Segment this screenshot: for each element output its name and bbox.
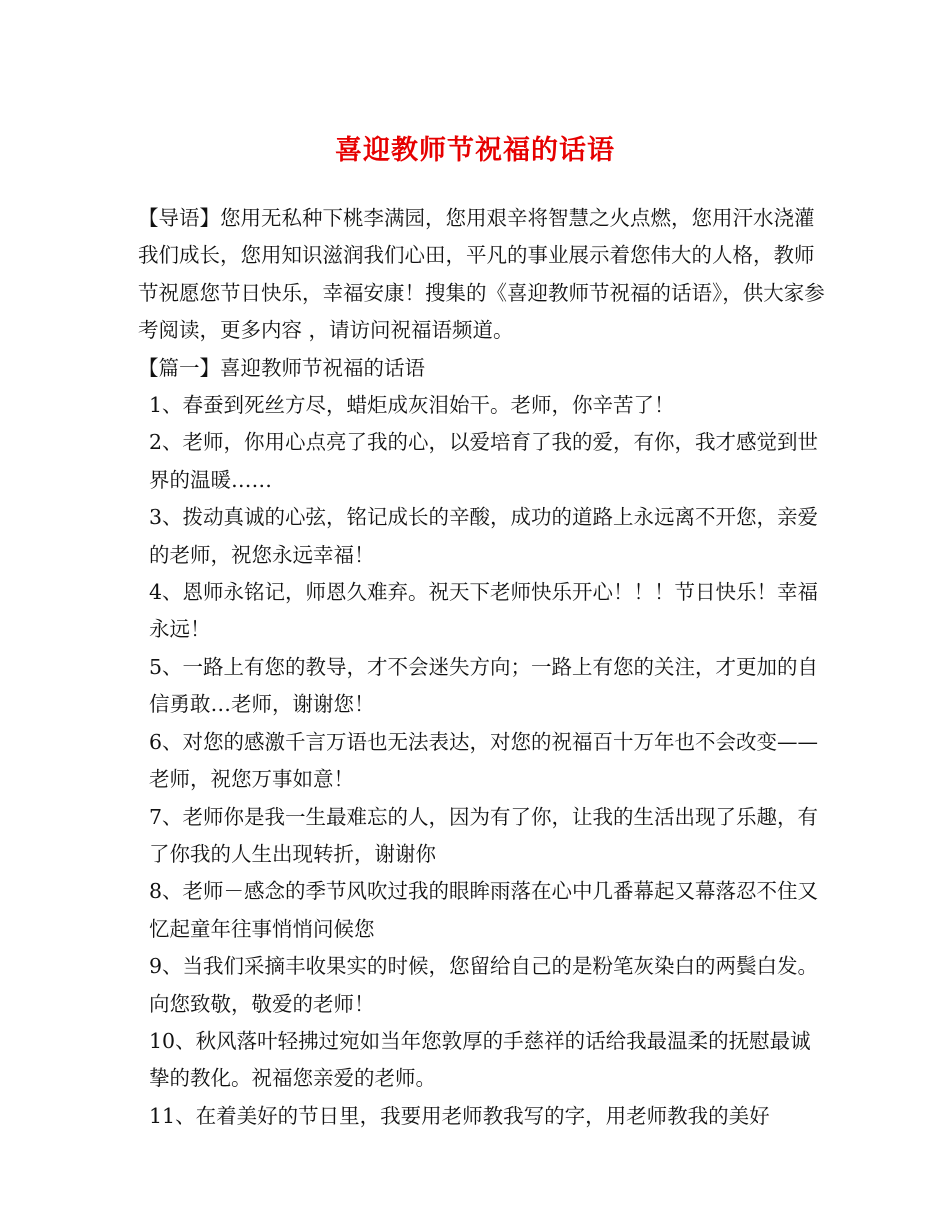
- section-heading: 【篇一】喜迎教师节祝福的话语: [138, 355, 425, 380]
- page-title: 喜迎教师节祝福的话语: [335, 135, 615, 166]
- intro-paragraph: 【导语】您用无私种下桃李满园，您用艰辛将智慧之火点燃，您用汗水浇灌我们成长，您用知识滋润我们心田，平凡的事业展示着您伟大的人格，教师节祝愿您节日快乐，幸福安康！搜集的《喜迎教师节祝福的话语》，供大家参考阅读，更多内容 ，请访问祝福语频道。: [138, 206, 825, 343]
- list-item: 4、恩师永铭记，师恩久难弃。祝天下老师快乐开心！！！节日快乐！幸福永远！: [149, 580, 819, 642]
- list-item: 2、老师，你用心点亮了我的心，以爱培育了我的爱，有你，我才感觉到世界的温暖……: [149, 430, 819, 492]
- list-item: 8、老师－感念的季节风吹过我的眼眸雨落在心中几番幕起又幕落忍不住又忆起童年往事悄悄问候您: [149, 879, 819, 941]
- list-item: 9、当我们采摘丰收果实的时候，您留给自己的是粉笔灰染白的两鬓白发。向您致敬，敬爱的老师！: [149, 954, 819, 1016]
- list-item: 1、春蚕到死丝方尽，蜡炬成灰泪始干。老师，你辛苦了！: [149, 393, 675, 418]
- list-item: 6、对您的感激千言万语也无法表达，对您的祝福百十万年也不会改变——老师，祝您万事如意！: [149, 729, 819, 792]
- list-item: 3、拨动真诚的心弦，铭记成长的辛酸，成功的道路上永远离不开您，亲爱的老师，祝您永远幸福！: [149, 505, 819, 567]
- list-item: 5、一路上有您的教导，才不会迷失方向；一路上有您的关注，才更加的自信勇敢…老师，谢谢您！: [149, 654, 819, 717]
- list-item: 11、在着美好的节日里，我要用老师教我写的字，用老师教我的美好: [149, 1103, 770, 1128]
- list-item: 7、老师你是我一生最难忘的人，因为有了你，让我的生活出现了乐趣，有了你我的人生出现转折，谢谢你: [149, 804, 819, 866]
- list-item: 10、秋风落叶轻拂过宛如当年您敦厚的手慈祥的话给我最温柔的抚慰最诚挚的教化。祝福您亲爱的老师。: [149, 1028, 811, 1091]
- document-body: [138, 200, 828, 1135]
